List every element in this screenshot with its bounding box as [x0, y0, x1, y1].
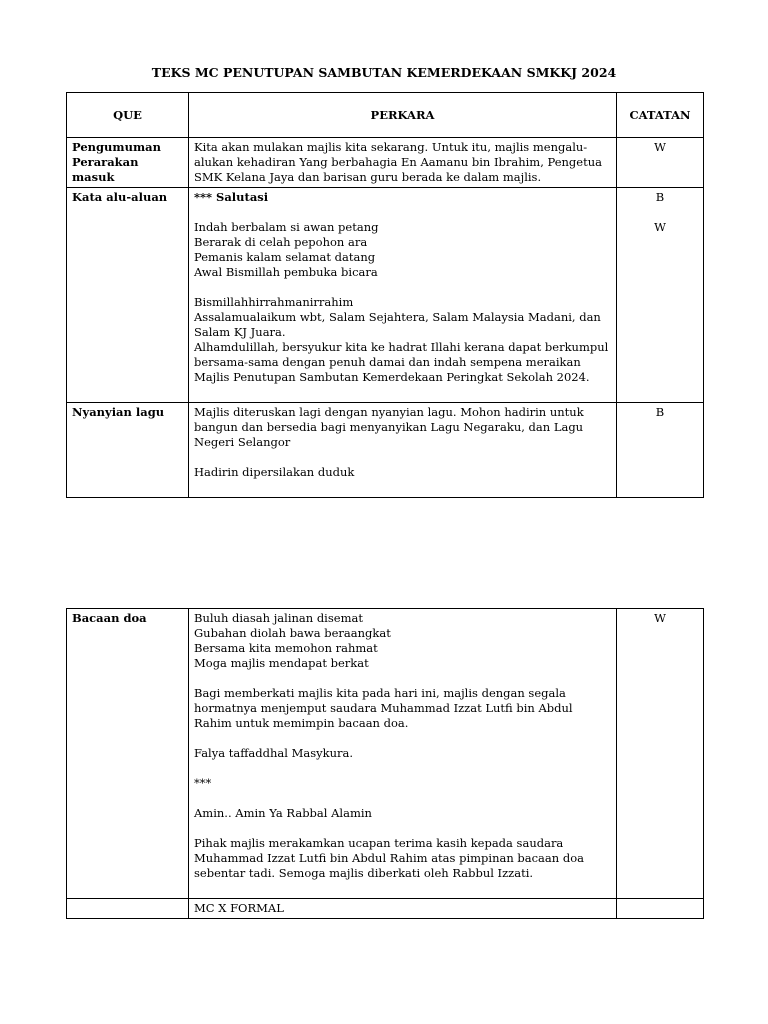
perkara-line: Awal Bismillah pembuka bicara: [194, 265, 378, 279]
perkara-line: [194, 761, 611, 776]
table-row: [67, 138, 704, 188]
perkara-line: ***: [194, 776, 212, 790]
que-cell: Nyanyian lagu: [67, 403, 189, 498]
perkara-line: [194, 731, 611, 746]
perkara-line: Bersama kita memohon rahmat: [194, 641, 378, 655]
header-catatan: CATATAN: [617, 93, 704, 138]
perkara-line: Majlis diteruskan lagi dengan nyanyian lagu. Mohon hadirin untuk bangun dan bersedia bagi menyanyikan Lagu Negaraku, dan Lagu Negeri Selangor: [194, 405, 584, 449]
mc-script-table-1: [66, 92, 704, 498]
perkara-line: Indah berbalam si awan petang: [194, 220, 379, 234]
perkara-heading: *** Salutasi: [194, 190, 269, 204]
perkara-line: [194, 205, 611, 220]
catatan-cell: [617, 609, 704, 899]
catatan-mark: [622, 205, 698, 220]
perkara-line: [194, 385, 611, 400]
table-row: [67, 609, 704, 899]
perkara-line: Gubahan diolah bawa beraangkat: [194, 626, 391, 640]
perkara-line: Pemanis kalam selamat datang: [194, 250, 376, 264]
que-cell: [67, 899, 189, 919]
que-cell: Kata alu-aluan: [67, 188, 189, 403]
header-que: QUE: [67, 93, 189, 138]
catatan-cell: [617, 899, 704, 919]
catatan-mark: W: [654, 220, 666, 234]
table-header-row: [67, 93, 704, 138]
perkara-cell: [189, 188, 617, 403]
perkara-line: Pihak majlis merakamkan ucapan terima kasih kepada saudara Muhammad Izzat Lutfi bin Abdul Rahim atas pimpinan bacaan doa sebentar tadi. Semoga majlis diberkati oleh Rabbul Izzati.: [194, 836, 584, 880]
perkara-cell: [189, 609, 617, 899]
table-row: [67, 899, 704, 919]
que-cell: Pengumuman Perarakan masuk: [67, 138, 189, 188]
perkara-line: Bismillahhirrahmanirrahim: [194, 295, 354, 309]
perkara-cell: [189, 403, 617, 498]
perkara-line: Assalamualaikum wbt, Salam Sejahtera, Salam Malaysia Madani, dan Salam KJ Juara.: [194, 310, 601, 339]
page-title: TEKS MC PENUTUPAN SAMBUTAN KEMERDEKAAN SMKKJ 2024: [151, 65, 617, 80]
perkara-line: Hadirin dipersilakan duduk: [194, 465, 355, 479]
perkara-line: Berarak di celah pepohon ara: [194, 235, 368, 249]
catatan-cell: [617, 403, 704, 498]
perkara-line: [194, 450, 611, 465]
que-cell: Bacaan doa: [67, 609, 189, 899]
perkara-line: Falya taffaddhal Masykura.: [194, 746, 353, 760]
perkara-line: Amin.. Amin Ya Rabbal Alamin: [194, 806, 372, 820]
perkara-line: [194, 280, 611, 295]
perkara-line: Alhamdulillah, bersyukur kita ke hadrat Illahi kerana dapat berkumpul bersama-sama dengan penuh damai dan indah sempena meraikan Majlis Penutupan Sambutan Kemerdekaan Peringkat Sekolah 2024.: [194, 340, 609, 384]
perkara-line: [194, 881, 611, 896]
header-perkara: PERKARA: [189, 93, 617, 138]
perkara-line: MC X FORMAL: [194, 901, 284, 915]
perkara-cell: [189, 899, 617, 919]
table-row: [67, 403, 704, 498]
perkara-line: Buluh diasah jalinan disemat: [194, 611, 363, 625]
perkara-cell: [189, 138, 617, 188]
catatan-cell: [617, 138, 704, 188]
catatan-mark: B: [655, 405, 665, 419]
catatan-cell: [617, 188, 704, 403]
catatan-mark: [622, 901, 698, 916]
mc-script-table-2: [66, 608, 704, 919]
perkara-line: [194, 821, 611, 836]
catatan-mark: B: [655, 190, 665, 204]
perkara-line: [194, 791, 611, 806]
perkara-line: Bagi memberkati majlis kita pada hari ini, majlis dengan segala hormatnya menjemput saudara Muhammad Izzat Lutfi bin Abdul Rahim untuk memimpin bacaan doa.: [194, 686, 573, 730]
catatan-mark: W: [654, 611, 666, 625]
perkara-line: [194, 480, 611, 495]
perkara-line: Moga majlis mendapat berkat: [194, 656, 369, 670]
perkara-line: [194, 671, 611, 686]
table-row: [67, 188, 704, 403]
catatan-mark: W: [654, 140, 666, 154]
perkara-line: Kita akan mulakan majlis kita sekarang. Untuk itu, majlis mengalu-alukan kehadiran Yang berbahagia En Aamanu bin Ibrahim, Pengetua SMK Kelana Jaya dan barisan guru berada ke dalam majlis.: [194, 140, 602, 184]
